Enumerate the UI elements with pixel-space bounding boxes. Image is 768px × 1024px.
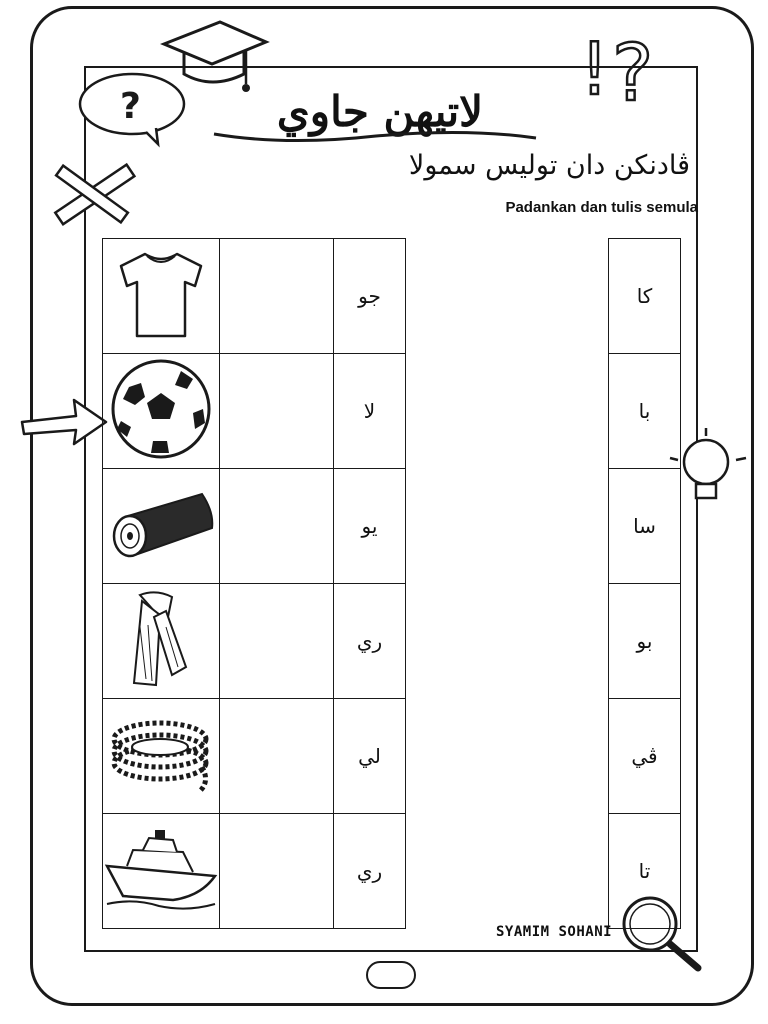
soccer-ball-icon [109, 357, 213, 461]
table-row [609, 239, 681, 354]
syllable-cell: جو [334, 239, 406, 354]
matching-syllable-cell[interactable]: سا [609, 469, 681, 584]
rope-icon [106, 709, 216, 799]
picture-cell [103, 469, 220, 584]
picture-cell [103, 584, 220, 699]
pencil-ruler-icon [48, 158, 138, 230]
home-button[interactable] [366, 961, 416, 989]
svg-text:?: ? [612, 29, 654, 110]
answer-cell[interactable] [220, 699, 334, 814]
syllable-cell: لي [334, 699, 406, 814]
table-row [609, 584, 681, 699]
syllable-cell: لا [334, 354, 406, 469]
picture-cell [103, 814, 220, 929]
page-title: لاتيهن جاوي [276, 87, 484, 136]
table-row [609, 814, 681, 929]
table-row [103, 469, 406, 584]
scarf-icon [126, 587, 196, 691]
matching-syllable-cell[interactable]: ڤي [609, 699, 681, 814]
matching-syllable-table [608, 238, 681, 929]
author-signature: SYAMIM SOHANI [496, 924, 613, 940]
matching-syllable-cell[interactable]: با [609, 354, 681, 469]
answer-cell[interactable] [220, 584, 334, 699]
matching-syllable-cell[interactable]: بو [609, 584, 681, 699]
question-bubble-icon [76, 68, 196, 148]
matching-syllable-cell[interactable]: تا [609, 814, 681, 929]
svg-text:?: ? [120, 86, 141, 127]
syllable-cell: ري [334, 814, 406, 929]
syllable-cell: يو [334, 469, 406, 584]
table-row [103, 814, 406, 929]
instruction-latin: Padankan dan tulis semula [505, 199, 698, 216]
table-row [609, 469, 681, 584]
log-icon [106, 482, 216, 566]
table-row [103, 354, 406, 469]
title-swash [206, 112, 546, 152]
exclamation-question-icon [576, 14, 676, 110]
answer-cell[interactable] [220, 239, 334, 354]
ship-icon [103, 826, 219, 912]
syllable-cell: ري [334, 584, 406, 699]
svg-text:!: ! [580, 27, 609, 110]
picture-cell [103, 699, 220, 814]
t-shirt-icon [115, 244, 207, 344]
answer-cell[interactable] [220, 354, 334, 469]
picture-cell [103, 239, 220, 354]
matching-syllable-cell[interactable]: كا [609, 239, 681, 354]
table-row [609, 699, 681, 814]
picture-syllable-table [102, 238, 406, 929]
table-row [103, 584, 406, 699]
table-row [103, 699, 406, 814]
table-row [103, 239, 406, 354]
picture-cell [103, 354, 220, 469]
arrow-icon [18, 394, 110, 450]
answer-cell[interactable] [220, 814, 334, 929]
table-row [609, 354, 681, 469]
answer-cell[interactable] [220, 469, 334, 584]
instruction-jawi: ڤادنكن دان توليس سمولا [408, 150, 690, 181]
